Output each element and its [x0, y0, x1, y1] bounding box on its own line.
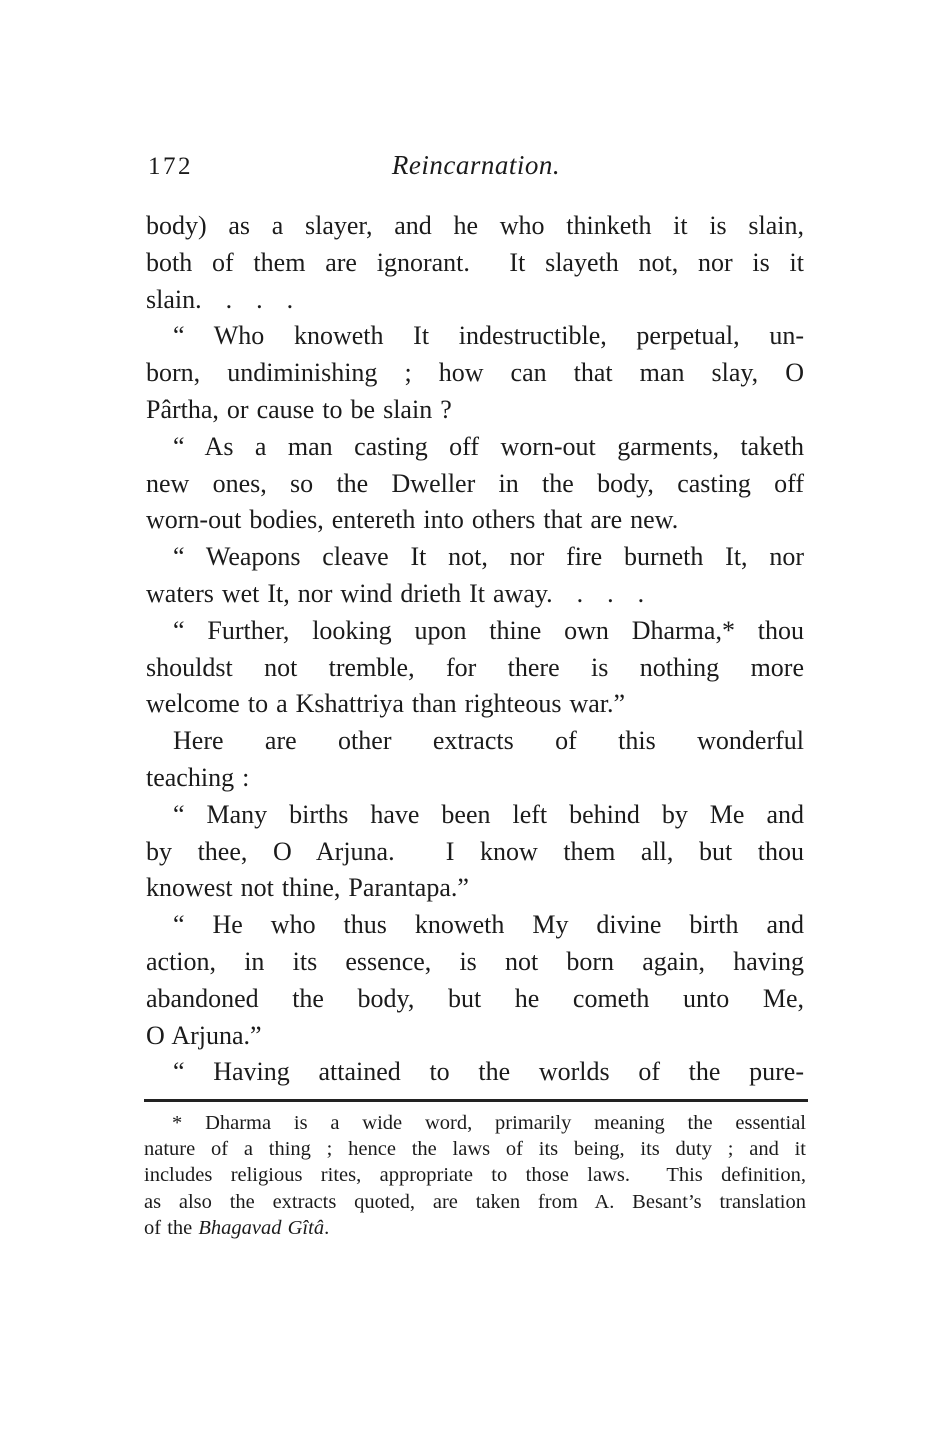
paragraph: [146, 797, 804, 907]
paragraph: [146, 208, 804, 318]
text-line: born, undiminishing ; how can that man slay, O: [146, 358, 804, 388]
text-line: “ Weapons cleave It not, nor fire burneth It, nor: [173, 542, 804, 572]
text-line: body) as a slayer, and he who thinketh it is slain,: [146, 211, 804, 240]
text-line: slain. . . .: [146, 284, 294, 314]
text-line: teaching :: [146, 762, 250, 792]
text-line: new ones, so the Dweller in the body, casting off: [146, 468, 804, 498]
running-title: Reincarnation.: [391, 150, 561, 180]
footnote-line: [144, 1136, 806, 1162]
text-line: “ As a man casting off worn-out garments, taketh: [173, 431, 804, 461]
text-line: by thee, O Arjuna. I know them all, but thou: [146, 836, 804, 866]
text-line: both of them are ignorant. It slayeth not, nor is it: [146, 247, 804, 277]
text-line: abandoned the body, but he cometh unto Me,: [146, 983, 804, 1013]
page-header: [146, 150, 806, 188]
footnote-line: [144, 1189, 806, 1215]
paragraph: [146, 539, 804, 613]
text-line: knowest not thine, Parantapa.”: [146, 873, 469, 903]
text-line: action, in its essence, is not born again, having: [146, 946, 804, 976]
text-line: “ Further, looking upon thine own Dharma,* thou: [173, 615, 804, 645]
footnote-segment: .: [324, 1216, 330, 1239]
text-line: Here are other extracts of this wonderful: [173, 726, 804, 756]
paragraph: [146, 429, 804, 539]
page-number: 172: [148, 153, 193, 180]
page-body: [146, 208, 804, 1091]
text-line: “ He who thus knoweth My divine birth and: [173, 910, 804, 940]
footnote-line: [144, 1162, 806, 1188]
footnote-segment: nature of a thing ; hence the laws of its being, its duty ; and it: [144, 1138, 806, 1161]
footnote-line: [144, 1110, 806, 1136]
book-title-italic: Bhagavad Gîtâ: [198, 1216, 325, 1239]
paragraph: [146, 1054, 804, 1091]
paragraph: [146, 907, 804, 1054]
text-line: Pârtha, or cause to be slain ?: [146, 394, 452, 424]
text-line: shouldst not tremble, for there is nothing more: [146, 652, 804, 682]
text-line: O Arjuna.”: [146, 1020, 262, 1050]
footnote-segment: of the: [144, 1216, 199, 1239]
text-line: “ Having attained to the worlds of the pure-: [173, 1057, 804, 1087]
paragraph: [146, 723, 804, 797]
text-line: worn-out bodies, entereth into others that are new.: [146, 505, 679, 535]
footnote-text: [144, 1110, 806, 1241]
text-line: welcome to a Kshattriya than righteous war.”: [146, 689, 626, 719]
text-line: waters wet It, nor wind drieth It away. . . .: [146, 578, 645, 608]
footnote-segment: includes religious rites, appropriate to those laws. This definition,: [144, 1164, 806, 1187]
footnote-segment: * Dharma is a wide word, primarily meaning the essential: [172, 1112, 806, 1134]
paragraph: [146, 318, 804, 428]
footnote-line: [144, 1215, 806, 1241]
paragraph: [146, 613, 804, 723]
text-line: “ Who knoweth It indestructible, perpetual, un-: [173, 321, 804, 351]
footnote-segment: as also the extracts quoted, are taken from A. Besant’s translation: [144, 1190, 806, 1213]
footnote-separator: [144, 1099, 808, 1102]
text-line: “ Many births have been left behind by Me and: [173, 799, 804, 829]
